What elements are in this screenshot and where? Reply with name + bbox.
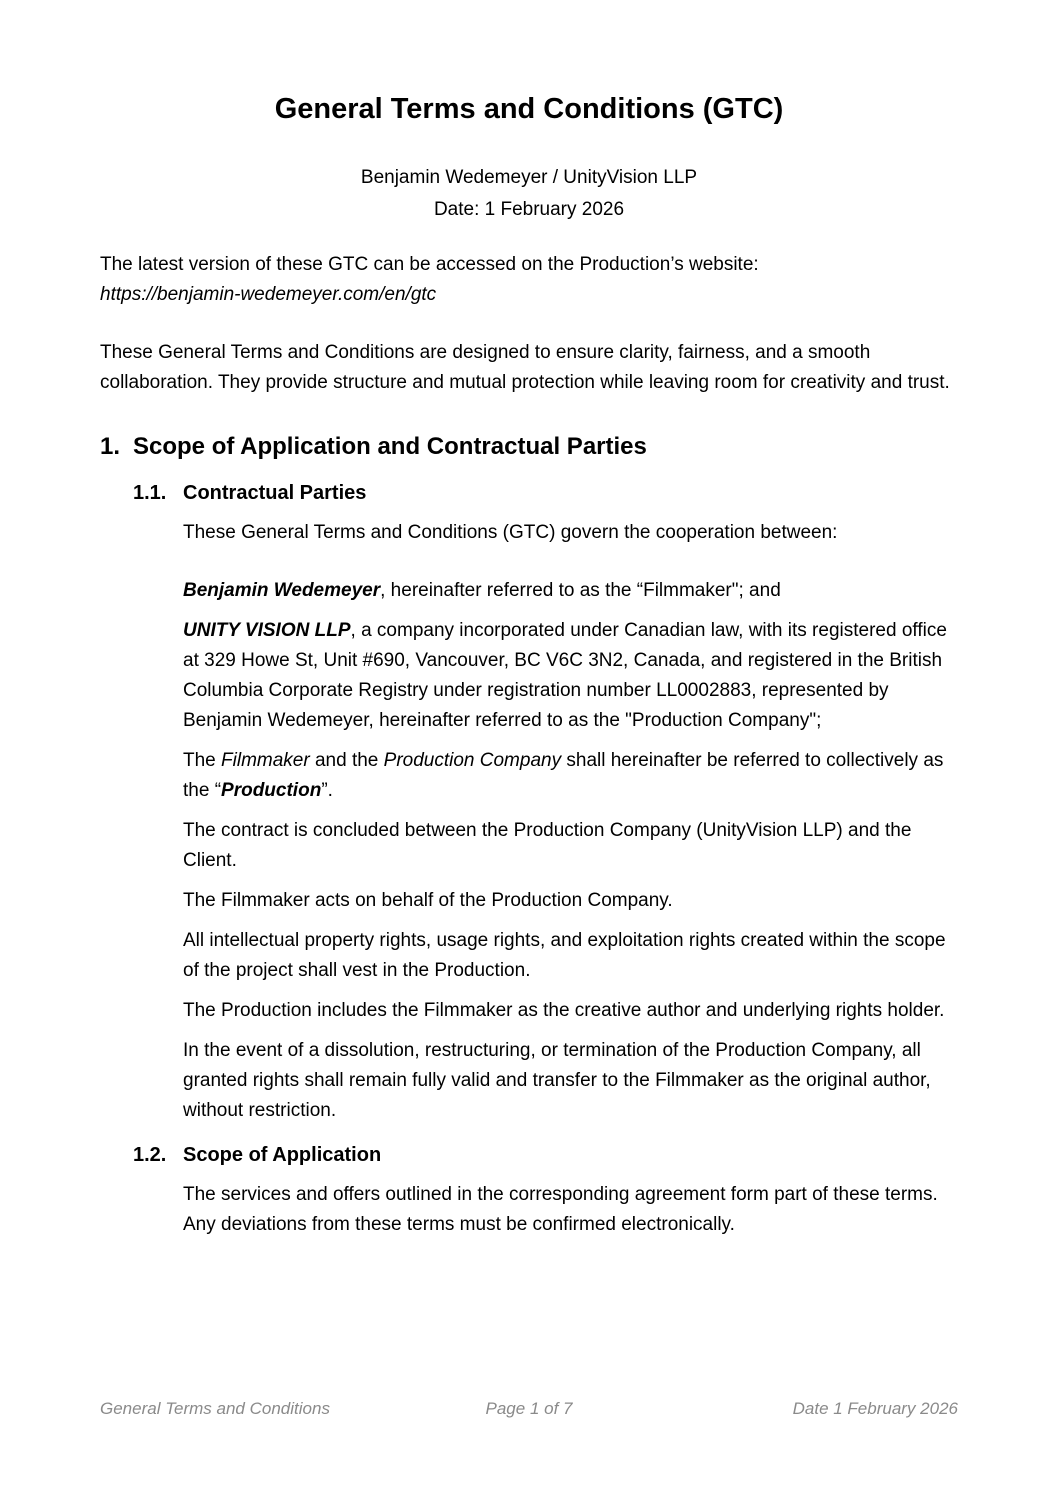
parties-intro-paragraph: These General Terms and Conditions (GTC) govern the cooperation between: (183, 522, 838, 543)
party-company-paragraph (183, 616, 958, 736)
collective-term-production-company: Production Company (383, 750, 562, 771)
page-footer (100, 1398, 958, 1420)
section-1-heading (100, 430, 958, 464)
access-line: The latest version of these GTC can be accessed on the Production’s website: (100, 254, 759, 275)
collective-post: shall hereinafter be referred to collectively as the “ (183, 750, 944, 801)
party-company-rest: , a company incorporated under Canadian law, with its registered office at 329 Howe St, Unit #690, Vancouver, BC V6C 3N2, Canada, and registered in the British Columbia Corporate Registry under registration number LL0002883, represented by Benjamin Wedemeyer, hereinafter referred to as the "Production Company"; (183, 620, 947, 731)
production-includes-paragraph: The Production includes the Filmmaker as the creative author and underlying rights holder. (183, 1000, 945, 1021)
subsection-1-2-title: Scope of Application (183, 1144, 382, 1166)
subsection-1-1-number: 1.1. (133, 482, 167, 504)
section-1-number: 1. (100, 433, 121, 460)
subsection-1-2-heading (133, 1140, 958, 1170)
party-company-name: UNITY VISION LLP (183, 620, 351, 641)
footer-date: Date 1 February 2026 (792, 1399, 958, 1418)
ip-rights-paragraph: All intellectual property rights, usage rights, and exploitation rights created within the scope of the project shall vest in the Production. (183, 930, 946, 981)
collective-term-production: Production (221, 780, 322, 801)
scope-paragraph: The services and offers outlined in the corresponding agreement form part of these terms. Any deviations from these terms must be confirmed electronically. (183, 1184, 938, 1235)
party-filmmaker-paragraph (183, 576, 958, 606)
document-title: General Terms and Conditions (GTC) (274, 93, 784, 125)
purpose-paragraph: These General Terms and Conditions are designed to ensure clarity, fairness, and a smooth collaboration. They provide structure and mutual protection while leaving room for creativity and trust. (100, 342, 950, 393)
gtc-url: https://benjamin-wedemeyer.com/en/gtc (100, 284, 437, 305)
subsection-1-1-heading (133, 478, 958, 508)
collective-mid: and the (309, 750, 384, 771)
party-filmmaker-name: Benjamin Wedemeyer (183, 580, 381, 601)
section-1-title: Scope of Application and Contractual Parties (133, 433, 647, 460)
footer-page-number: Page 1 of 7 (485, 1399, 573, 1418)
footer-document-title: General Terms and Conditions (100, 1399, 330, 1418)
dissolution-paragraph: In the event of a dissolution, restructuring, or termination of the Production Company, all granted rights shall remain fully valid and transfer to the Filmmaker as the original author, without restriction. (183, 1040, 931, 1121)
collective-term-paragraph (183, 746, 958, 806)
party-filmmaker-rest: , hereinafter referred to as the “Filmmaker"; and (380, 580, 781, 601)
collective-term-filmmaker: Filmmaker (221, 750, 310, 771)
collective-pre: The (183, 750, 222, 771)
intro-access-block (100, 250, 958, 310)
byline: Benjamin Wedemeyer / UnityVision LLP (360, 167, 698, 188)
document-content (100, 0, 958, 1240)
intro-purpose-block (100, 338, 958, 398)
title-subheader (100, 162, 958, 226)
collective-end: ”. (321, 780, 333, 801)
filmmaker-behalf-paragraph: The Filmmaker acts on behalf of the Production Company. (183, 890, 673, 911)
subsection-1-2-number: 1.2. (133, 1144, 167, 1166)
contract-conclusion-paragraph: The contract is concluded between the Production Company (UnityVision LLP) and the Client. (183, 820, 912, 871)
subsection-1-2-body (183, 1180, 958, 1240)
subsection-1-1-title: Contractual Parties (183, 482, 367, 504)
subsection-1-1-body (183, 518, 958, 1126)
date-line: Date: 1 February 2026 (433, 199, 625, 220)
